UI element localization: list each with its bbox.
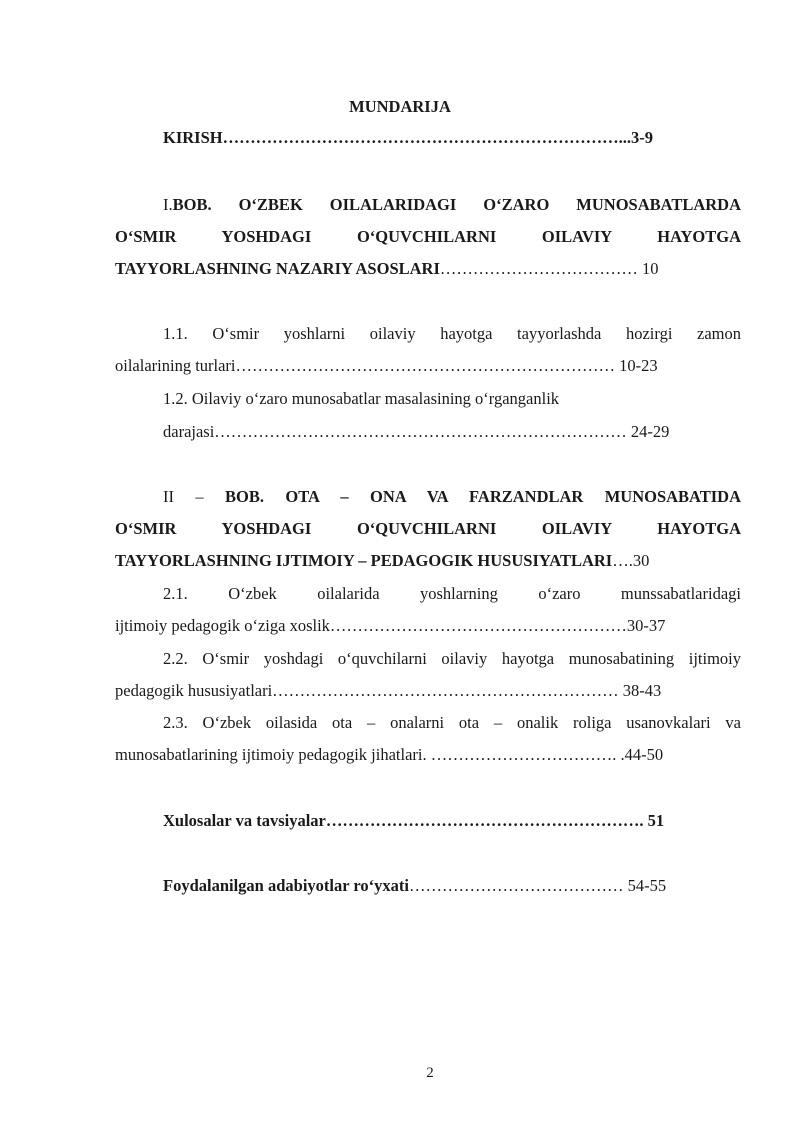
toc-chapter-1-line-3 <box>115 259 741 279</box>
toc-section-1-1-line-2: oilalarining turlari…………………………………………………………… 10-23 <box>115 356 658 375</box>
chapter-2-page: ….30 <box>612 551 650 570</box>
toc-section-1-1-line-1: 1.1. O‘smir yoshlarni oilaviy hayotga tayyorlashda hozirgi zamon <box>163 324 741 343</box>
chapter-1-number: I. <box>163 195 173 214</box>
toc-chapter-2-line-3 <box>115 551 741 571</box>
adabiyotlar-title: Foydalanilgan adabiyotlar ro‘yxati <box>163 876 410 895</box>
toc-entry-adabiyotlar <box>163 876 741 896</box>
toc-section-2-2-line-2: pedagogik hususiyatlari……………………………………………………… 38-43 <box>115 681 662 700</box>
toc-entry-kirish: KIRISH………………………………………………………………...3-9 <box>163 128 653 147</box>
toc-section-1-2-line-1: 1.2. Oilaviy o‘zaro munosabatlar masalasining o‘rganganlik <box>163 389 560 408</box>
toc-chapter-2-line-2: O‘SMIR YOSHDAGI O‘QUVCHILARNI OILAVIY HAYOTGA <box>115 519 741 538</box>
toc-section-2-2-line-1: 2.2. O‘smir yoshdagi o‘quvchilarni oilaviy hayotga munosabatining ijtimoiy <box>163 649 741 668</box>
toc-entry-xulosalar: Xulosalar va tavsiyalar…………………………………………………. 51 <box>163 811 665 830</box>
chapter-2-title-part-3: TAYYORLASHNING IJTIMOIY – PEDAGOGIK HUSUSIYATLARI <box>115 551 613 570</box>
adabiyotlar-page: ………………………………… 54-55 <box>409 876 667 895</box>
toc-section-2-3-line-1: 2.3. O‘zbek oilasida ota – onalarni ota – onalik roliga usanovkalari va <box>163 713 741 732</box>
chapter-1-page: ……………………………… 10 <box>439 259 659 278</box>
chapter-1-title-part-3: TAYYORLASHNING NAZARIY ASOSLARI <box>115 259 440 278</box>
toc-chapter-1-line-2: O‘SMIR YOSHDAGI O‘QUVCHILARNI OILAVIY HAYOTGA <box>115 227 741 246</box>
toc-chapter-2-line-1 <box>163 487 741 507</box>
chapter-1-title-part-1: BOB. O‘ZBEK OILALARIDAGI O‘ZARO MUNOSABATLARDA <box>172 195 741 214</box>
toc-chapter-1-line-1 <box>163 195 741 215</box>
chapter-2-title-part-1: BOB. OTA – ONA VA FARZANDLAR MUNOSABATIDA <box>225 487 742 506</box>
toc-section-2-3-line-2: munosabatlarining ijtimoiy pedagogik jihatlari. ……………………………. .44-50 <box>115 745 664 764</box>
chapter-2-number: II – <box>163 487 204 506</box>
toc-section-1-2-line-2: darajasi………………………………………………………………… 24-29 <box>163 422 670 441</box>
page-number: 2 <box>426 1065 434 1081</box>
toc-title: MUNDARIJA <box>349 97 451 116</box>
toc-section-2-1-line-2: ijtimoiy pedagogik o‘ziga xoslik………………………………………………30-37 <box>115 616 666 635</box>
toc-section-2-1-line-1: 2.1. O‘zbek oilalarida yoshlarning o‘zaro munssabatlaridagi <box>163 584 741 603</box>
